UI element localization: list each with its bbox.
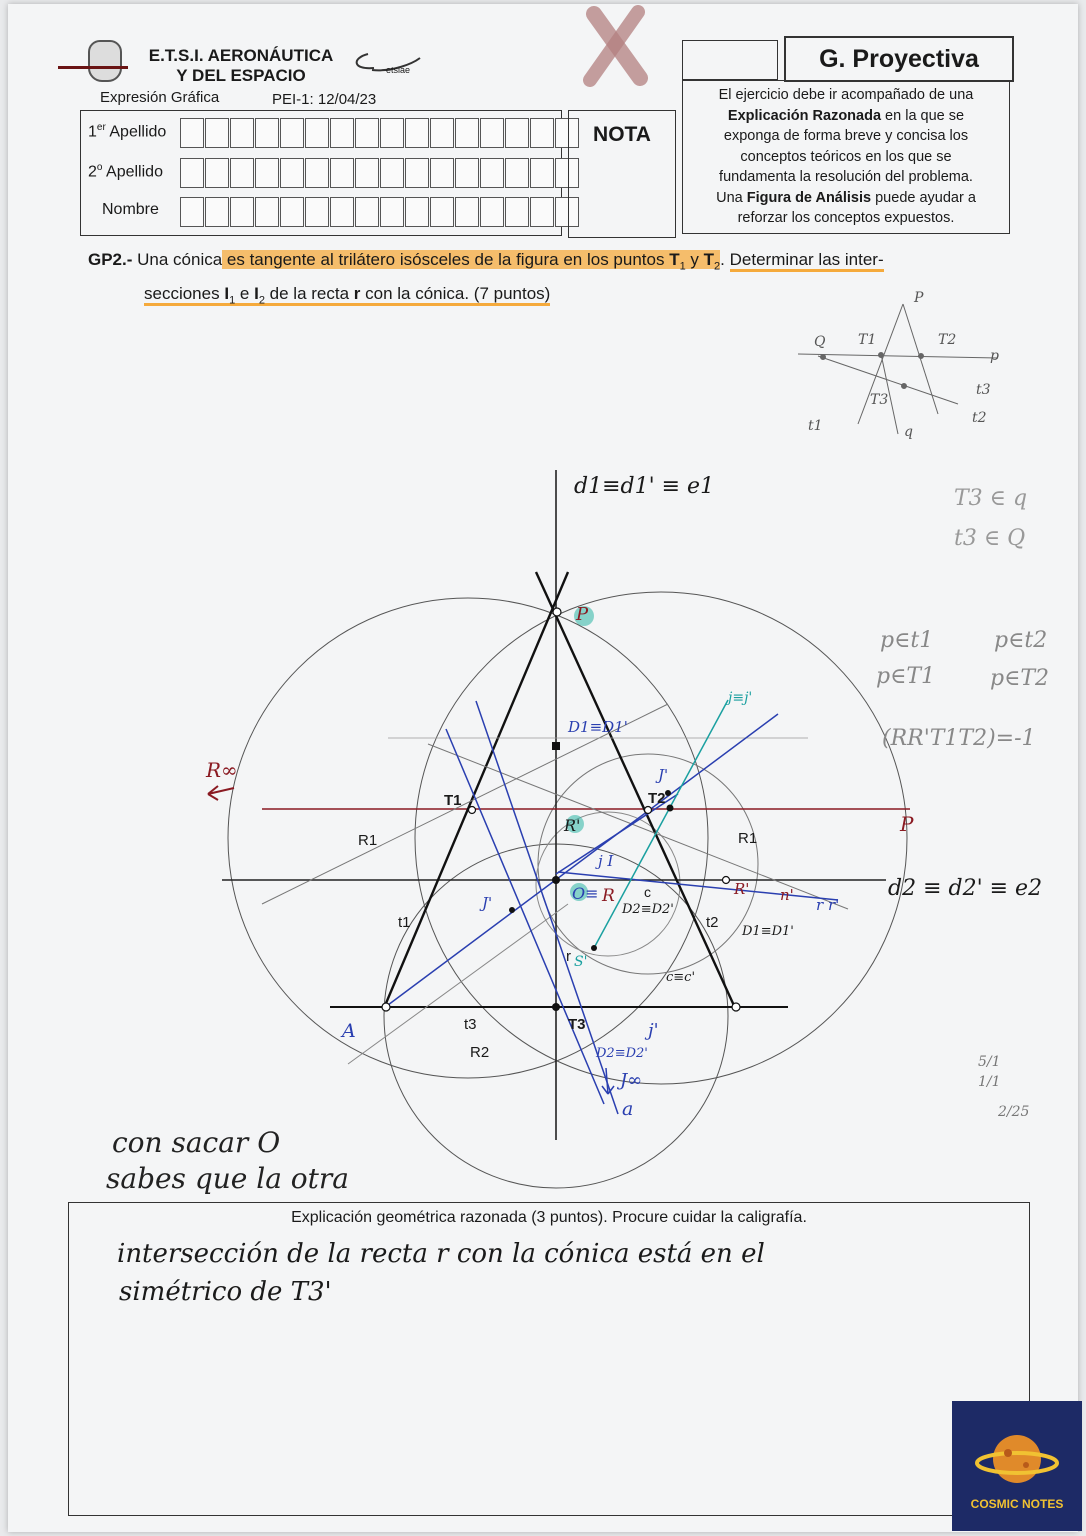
label-j-jp: j≡j' — [728, 690, 753, 706]
instructions-notice: El ejercicio debe ir acompañado de una Explicación Razonada en la que se exponga de forma breve y concisa los conceptos teóricos en los que se fundamenta la resolución del problema. Una Figura de Análisis puede ayudar a reforzar los conceptos expuestos. — [682, 80, 1010, 234]
course-name: Expresión Gráfica — [100, 89, 220, 106]
label-D1-top: D1≡D1' — [568, 718, 628, 736]
sketch-label-Q: Q — [814, 334, 826, 350]
construction-circles — [228, 592, 907, 1188]
sketch-label-p: p — [990, 348, 999, 364]
planet-icon — [952, 1401, 1082, 1531]
institution-line-1: E.T.S.I. AERONÁUTICA — [148, 46, 334, 65]
explanation-line-2[interactable]: simétrico de T3' — [119, 1277, 332, 1307]
label-p-right: P — [900, 812, 914, 836]
circle-small — [536, 812, 680, 956]
label-D1-bottom: D1≡D1' — [742, 924, 794, 939]
r-infinity-arrow-icon — [208, 786, 234, 800]
problem-statement: GP2.- Una cónica es tangente al trilátero isósceles de la figura en los puntos $T_1$ y $T_2$. Determinar las inter- secciones $I_1$ e $I_2$ de la recta r con la cónica. (7 puntos) — [88, 250, 884, 307]
label-D2-mid: D2≡D2' — [622, 902, 674, 917]
margin-note-2: sabes que la otra — [106, 1162, 349, 1195]
institution-line-2: Y DEL ESPACIO — [176, 66, 306, 85]
first-surname-label: 1er Apellido — [88, 122, 167, 141]
note-p-in-t1: p∈t1 — [880, 628, 934, 653]
name-label: Nombre — [102, 201, 159, 218]
label-t1: t1 — [398, 914, 411, 931]
label-J-infinity: J∞ — [620, 1070, 643, 1091]
label-R-prime-mid: R' — [564, 816, 581, 835]
circle-right — [415, 592, 907, 1084]
label-J-prime-left: J' — [482, 894, 493, 912]
label-R1-left: R1 — [358, 832, 378, 849]
explanation-box — [68, 1202, 1030, 1516]
label-t3: t3 — [464, 1016, 477, 1033]
sketch-label-T2: T2 — [938, 332, 957, 348]
label-R-infinity: R∞ — [206, 758, 238, 782]
subject-title: G. Proyectiva — [819, 45, 979, 73]
label-A: A — [342, 1020, 356, 1042]
sketch-label-t3: t3 — [976, 382, 991, 398]
note-fraction-3: 2/25 — [998, 1104, 1030, 1120]
note-p-in-t2: p∈t2 — [994, 628, 1048, 653]
grade-label: NOTA — [593, 123, 651, 146]
sketch-label-t1: t1 — [808, 418, 823, 434]
exam-code: PEI-1: 12/04/23 — [272, 91, 377, 108]
label-S-prime: S' — [574, 954, 588, 970]
label-j-I: j I — [598, 852, 614, 870]
sketch-label-t2: t2 — [972, 410, 987, 426]
label-J-prime-right: J' — [658, 766, 669, 784]
label-R-prime-right: R' — [734, 880, 750, 898]
second-surname-label: 2$^o$ Apellido — [88, 162, 163, 181]
explanation-line-1[interactable]: intersección de la recta r con la cónica está en el — [117, 1239, 765, 1269]
cosmic-notes-badge — [952, 1401, 1082, 1531]
label-T1: T1 — [444, 792, 462, 809]
note-cross-ratio: (RR'T1T2)=-1 — [882, 726, 1036, 751]
label-O: O≡ — [572, 884, 599, 903]
badge-text: COSMIC NOTES — [970, 1497, 1064, 1511]
explanation-title: Explicación geométrica razonada (3 puntos). Procure cuidar la caligrafía. — [291, 1209, 807, 1226]
exam-sheet — [8, 4, 1078, 1532]
problem-id: GP2.- — [88, 250, 133, 269]
sketch-label-P: P — [914, 290, 924, 306]
label-axis-top: d1≡d1' ≡ e1 — [574, 474, 715, 499]
label-j-prime-bottom: j' — [648, 1020, 659, 1041]
note-t3-in-Q: t3 ∈ Q — [954, 526, 1026, 551]
label-c: c — [644, 884, 651, 900]
note-p-in-T2: p∈T2 — [990, 666, 1050, 691]
label-T2: T2 — [648, 790, 666, 807]
sketch-label-T1: T1 — [858, 332, 877, 348]
label-D2-bottom: D2≡D2' — [596, 1046, 648, 1061]
note-p-in-T1: p∈T1 — [876, 664, 936, 689]
label-n-prime: n' — [780, 886, 794, 904]
label-R1-right: R1 — [738, 830, 758, 847]
analysis-sketch — [798, 304, 998, 434]
label-axis-right: d2 ≡ d2' ≡ e2 — [888, 876, 1043, 901]
note-fraction-1: 5/1 — [978, 1054, 1001, 1070]
sketch-label-T3: T3 — [870, 392, 889, 408]
line-t1 — [384, 572, 568, 1008]
label-r: r — [566, 948, 571, 965]
label-c-cprime: c≡c' — [666, 970, 696, 985]
label-r-rprime: r r' — [816, 896, 840, 914]
label-a: a — [622, 1098, 634, 1120]
label-R2: R2 — [470, 1044, 490, 1061]
logo-text: etsiae — [386, 65, 411, 75]
label-R: R — [602, 886, 615, 906]
label-t2: t2 — [706, 914, 719, 931]
label-T3: T3 — [568, 1016, 586, 1033]
note-T3-in-q: T3 ∈ q — [954, 486, 1028, 511]
margin-note-1: con sacar O — [112, 1126, 281, 1159]
note-fraction-2: 1/1 — [978, 1074, 1001, 1090]
sketch-label-q: q — [904, 424, 913, 440]
label-P: P — [576, 604, 589, 625]
